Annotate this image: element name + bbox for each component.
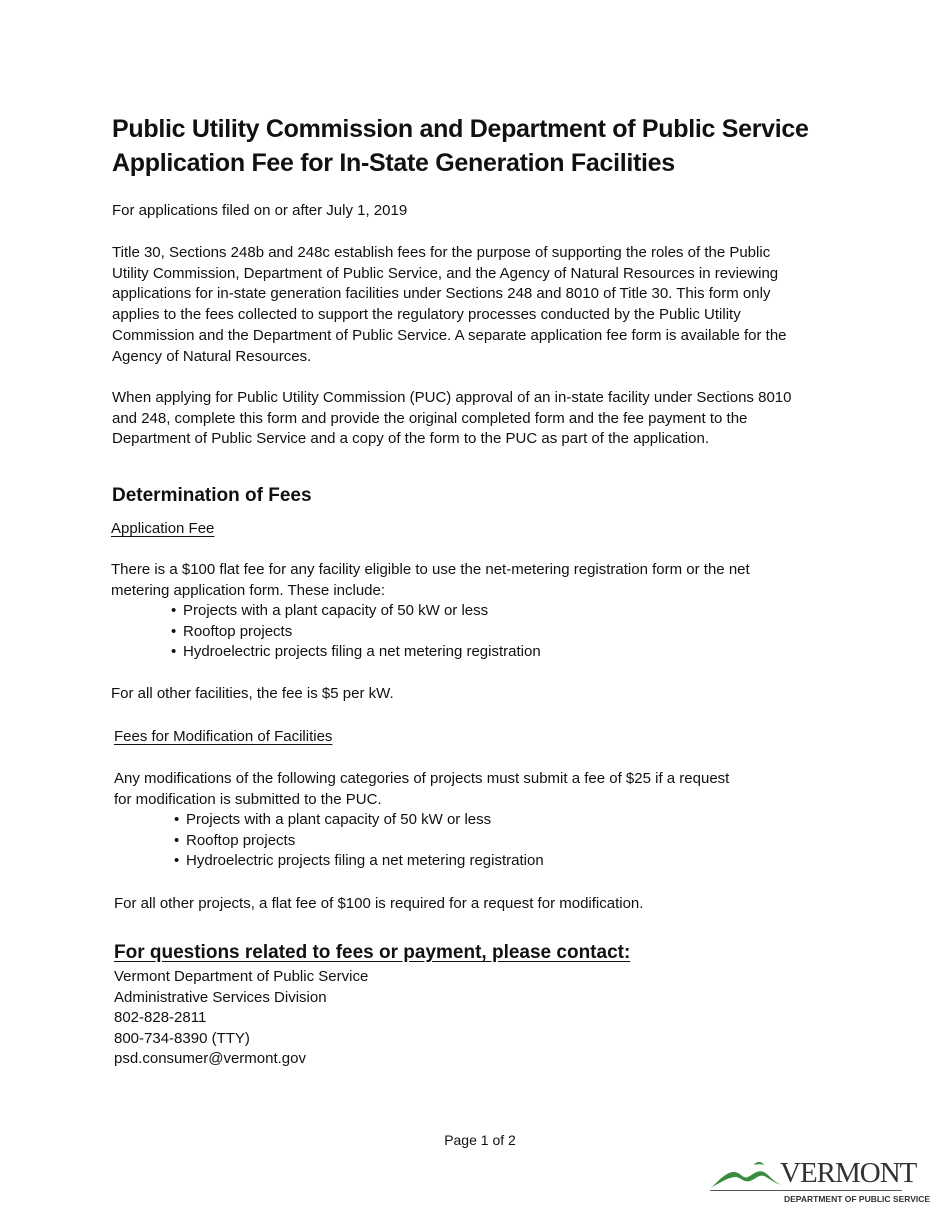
title-line-1: Public Utility Commission and Department of Public Service xyxy=(112,115,809,143)
contact-division: Administrative Services Division xyxy=(114,988,327,1006)
logo-wordmark: VERMONT xyxy=(780,1157,917,1189)
fees-heading: Determination of Fees xyxy=(112,485,312,506)
logo-divider xyxy=(710,1190,902,1191)
paragraph-line: Utility Commission, Department of Public Service, and the Agency of Natural Resources in reviewing xyxy=(112,264,779,282)
application-fee-other: For all other facilities, the fee is $5 per kW. xyxy=(111,685,394,702)
modification-fee-subheading: Fees for Modification of Facilities xyxy=(114,728,333,745)
logo-subtitle: DEPARTMENT OF PUBLIC SERVICE xyxy=(784,1194,931,1204)
instructions-paragraph xyxy=(112,388,827,450)
mountain-icon xyxy=(710,1159,790,1191)
list-item: • Hydroelectric projects filing a net metering registration xyxy=(174,851,544,872)
title-line-2: Application Fee for In-State Generation Facilities xyxy=(112,149,675,177)
paragraph-line: applications for in-state generation facilities under Sections 248 and 8010 of Title 30. This form only xyxy=(112,285,771,303)
paragraph-line: metering application form. These include: xyxy=(111,581,386,599)
paragraph-line: There is a $100 flat fee for any facility eligible to use the net-metering registration form or the net xyxy=(111,561,750,578)
vermont-dps-logo xyxy=(708,1155,931,1210)
paragraph-line: applies to the fees collected to support the regulatory processes conducted by the Public Utility xyxy=(112,306,741,324)
paragraph-line: and 248, complete this form and provide the original completed form and the fee payment to the xyxy=(112,409,748,427)
contact-phone[interactable]: 802-828-2811 xyxy=(114,1009,207,1026)
intro-paragraph xyxy=(112,243,827,367)
contact-heading: For questions related to fees or payment, please contact: xyxy=(114,942,631,963)
application-fee-intro xyxy=(111,560,826,601)
contact-organization: Vermont Department of Public Service xyxy=(114,968,369,985)
page-number: Page 1 of 2 xyxy=(444,1132,516,1148)
modification-fee-list xyxy=(174,810,544,872)
contact-email[interactable]: psd.consumer@vermont.gov xyxy=(114,1050,306,1067)
applicability-text: For applications filed on or after July 1, 2019 xyxy=(112,202,408,219)
paragraph-line: Title 30, Sections 248b and 248c establish fees for the purpose of supporting the roles of the Public xyxy=(112,244,771,261)
paragraph-line: Commission and the Department of Public Service. A separate application fee form is available for the xyxy=(112,326,787,344)
paragraph-line: When applying for Public Utility Commission (PUC) approval of an in-state facility under Sections 8010 xyxy=(112,389,792,406)
document-title xyxy=(112,112,872,180)
paragraph-line: for modification is submitted to the PUC. xyxy=(114,790,382,808)
list-item: • Rooftop projects xyxy=(171,622,541,643)
contact-block xyxy=(114,967,368,1070)
modification-fee-other: For all other projects, a flat fee of $100 is required for a request for modification. xyxy=(114,895,644,912)
paragraph-line: Department of Public Service and a copy of the form to the PUC as part of the application. xyxy=(112,430,709,448)
list-item: • Projects with a plant capacity of 50 kW or less xyxy=(171,601,541,622)
application-fee-list xyxy=(171,601,541,663)
paragraph-line: Any modifications of the following categories of projects must submit a fee of $25 if a request xyxy=(114,770,730,787)
modification-fee-intro xyxy=(114,769,829,810)
paragraph-line: Agency of Natural Resources. xyxy=(112,347,312,365)
contact-tty[interactable]: 800-734-8390 (TTY) xyxy=(114,1029,250,1047)
list-item: • Projects with a plant capacity of 50 kW or less xyxy=(174,810,544,831)
application-fee-subheading: Application Fee xyxy=(111,520,215,537)
list-item: • Hydroelectric projects filing a net metering registration xyxy=(171,642,541,663)
list-item: • Rooftop projects xyxy=(174,831,544,852)
